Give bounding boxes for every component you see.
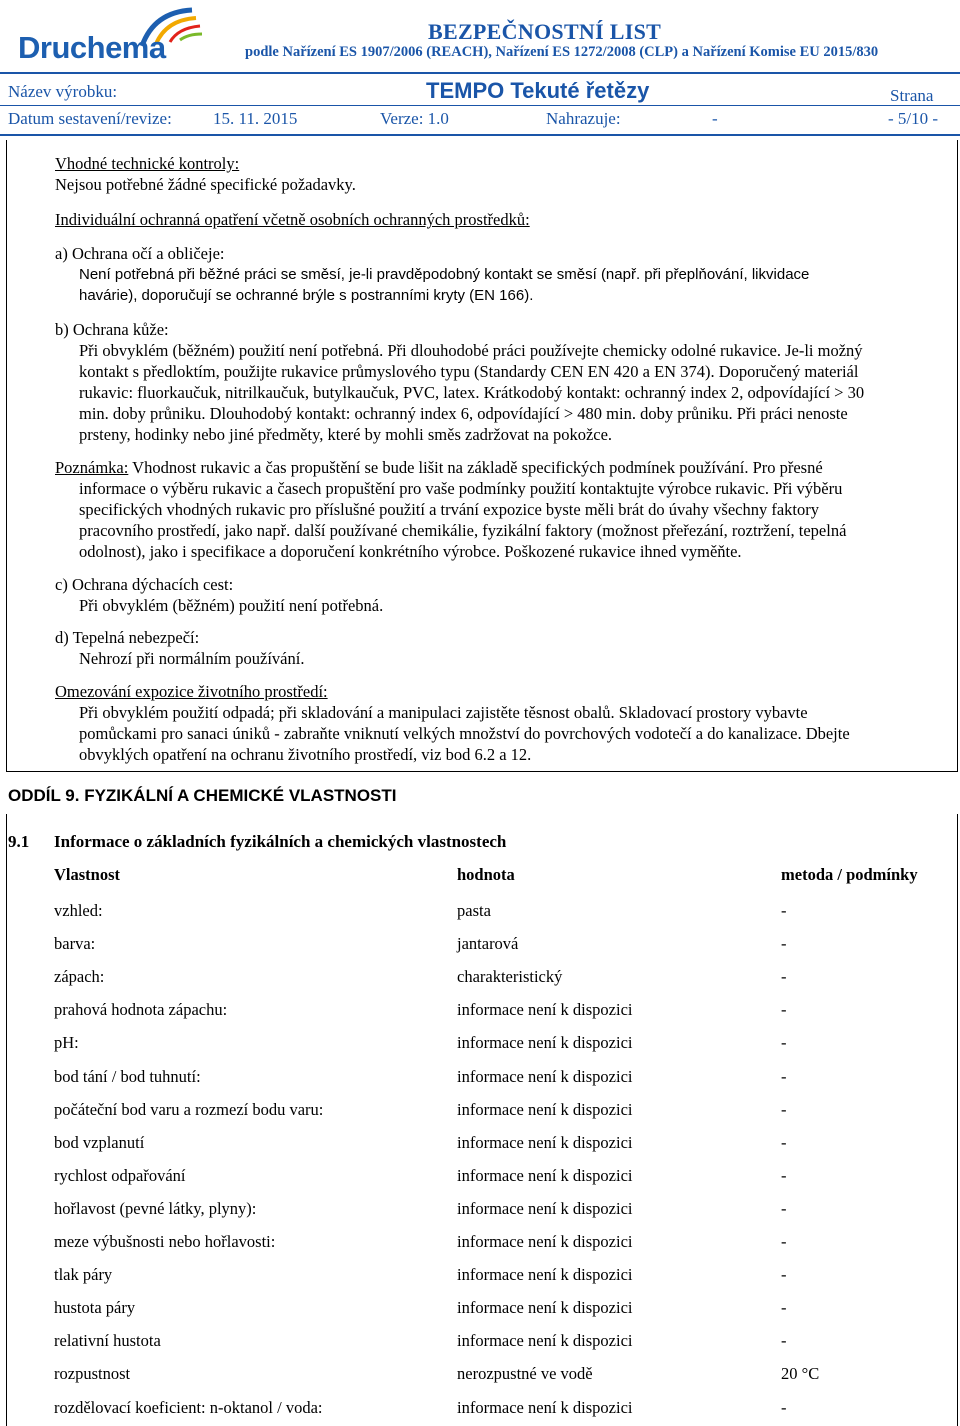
environment-text: obvyklých opatření na ochranu životního prostředí, viz bod 6.2 a 12. <box>79 745 532 764</box>
property-value: informace není k dispozici <box>457 1232 633 1252</box>
table-row <box>54 1392 944 1425</box>
property-method: - <box>781 1232 787 1252</box>
table-row <box>54 1160 944 1193</box>
thermal-heading: d) Tepelná nebezpečí: <box>55 628 200 647</box>
table-row <box>54 1325 944 1358</box>
property-value: informace není k dispozici <box>457 1397 633 1417</box>
table-row <box>54 1193 944 1226</box>
replaces-value: - <box>712 109 718 128</box>
property-method: - <box>781 1331 787 1351</box>
property-value: informace není k dispozici <box>457 1066 633 1086</box>
table-row <box>54 1226 944 1259</box>
eyes-heading: a) Ochrana očí a obličeje: <box>55 244 225 263</box>
table-row <box>54 1259 944 1292</box>
table-row <box>54 961 944 994</box>
note-text: Vhodnost rukavic a čas propuštění se bude lišit na základě specifických podmínek používání. Pro přesné <box>128 458 823 477</box>
property-name: barva: <box>54 934 96 954</box>
skin-text: min. doby průniku. Dlouhodobý kontakt: ochranný index 6, odpovídající > 480 min. doby průniku. Při práci nenoste <box>79 404 848 423</box>
property-method: - <box>781 1198 787 1218</box>
property-method: - <box>781 1066 787 1086</box>
property-value: nerozpustné ve vodě <box>457 1364 593 1384</box>
page-label: Strana <box>890 86 934 105</box>
property-value: informace není k dispozici <box>457 1099 633 1119</box>
document-title: BEZPEČNOSTNÍ LIST <box>428 19 662 44</box>
skin-text: rukavic: fluorkaučuk, nitrilkaučuk, butylkaučuk, PVC, latex. Krátkodobý kontakt: ochranný index 2, odpovídající > 30 <box>79 383 865 402</box>
page-number: - 5/10 - <box>888 109 939 128</box>
property-value: jantarová <box>457 934 519 954</box>
property-name: zápach: <box>54 967 105 987</box>
skin-heading: b) Ochrana kůže: <box>55 320 169 339</box>
druchema-logo <box>16 6 226 68</box>
property-method: 20 °C <box>781 1364 820 1384</box>
section-9-left-border <box>6 814 7 1426</box>
property-value: informace není k dispozici <box>457 1165 633 1185</box>
section-9-right-border <box>957 814 958 1426</box>
table-row <box>54 1027 944 1060</box>
table-header-row <box>54 862 944 895</box>
environment-heading: Omezování expozice životního prostředí: <box>55 682 328 701</box>
property-name: tlak páry <box>54 1265 113 1285</box>
property-name: bod tání / bod tuhnutí: <box>54 1066 201 1086</box>
table-row <box>54 1292 944 1325</box>
property-method: - <box>781 934 787 954</box>
respiratory-text: Při obvyklém (běžném) použití není potřebná. <box>79 596 384 615</box>
document-header <box>0 0 960 138</box>
column-header: Vlastnost <box>54 865 121 884</box>
ppe-heading: Individuální ochranná opatření včetně osobních ochranných prostředků: <box>55 210 530 229</box>
header-divider <box>0 72 960 74</box>
section-8-frame <box>6 140 958 772</box>
property-name: prahová hodnota zápachu: <box>54 1000 228 1020</box>
property-value: informace není k dispozici <box>457 1132 633 1152</box>
column-header: hodnota <box>457 865 515 884</box>
property-name: relativní hustota <box>54 1331 161 1351</box>
property-name: rozpustnost <box>54 1364 131 1384</box>
replaces-label: Nahrazuje: <box>546 109 621 128</box>
property-name: hustota páry <box>54 1298 136 1318</box>
product-label: Název výrobku: <box>8 82 118 101</box>
property-value: informace není k dispozici <box>457 1033 633 1053</box>
table-row <box>54 928 944 961</box>
property-method: - <box>781 1099 787 1119</box>
table-row <box>54 1127 944 1160</box>
environment-text: pomůckami pro sanaci úniků - zabraňte vniknutí velkých množství do povrchových vodotečí a do kanalizace. Dbejte <box>79 724 850 743</box>
skin-text: prsteny, hodinky nebo jiné předměty, které by mohli směs zadržovat na pokožce. <box>79 425 613 444</box>
property-value: pasta <box>457 901 491 921</box>
property-value: informace není k dispozici <box>457 1000 633 1020</box>
column-header: metoda / podmínky <box>781 865 918 884</box>
date-label: Datum sestavení/revize: <box>8 109 172 128</box>
section-9-title: ODDÍL 9. FYZIKÁLNÍ A CHEMICKÉ VLASTNOSTI <box>8 786 397 805</box>
note-text: informace o výběru rukavic a časech propuštění pro vaše podmínky použití kontaktujte výrobce rukavic. Při výběru <box>79 479 843 498</box>
property-value: charakteristický <box>457 967 563 987</box>
table-row <box>54 1061 944 1094</box>
note-first-line <box>55 457 823 478</box>
logo-text: Druchema <box>18 30 166 65</box>
header-divider <box>0 105 960 106</box>
property-value: informace není k dispozici <box>457 1331 633 1351</box>
properties-table <box>54 862 944 1425</box>
table-row <box>54 895 944 928</box>
note-text: pracovního prostředí, jako např. další používané chemikálie, fyzikální faktory (možnost přeřezání, roztržení, tepelná <box>79 521 847 540</box>
property-method: - <box>781 1265 787 1285</box>
property-name: hořlavost (pevné látky, plyny): <box>54 1198 257 1218</box>
property-method: - <box>781 901 787 921</box>
skin-text: kontakt s předloktím, použijte rukavice průmyslového typu (Standardy CEN EN 420 a EN 374). Doporučený materiál <box>79 362 859 381</box>
table-row <box>54 1094 944 1127</box>
property-name: rozdělovací koeficient: n-oktanol / voda: <box>54 1397 323 1417</box>
eyes-text: Není potřebná při běžné práci se směsí, je-li pravděpodobný kontakt se směsí (např. při přeplňování, likvidace <box>79 266 810 283</box>
property-method: - <box>781 1000 787 1020</box>
skin-text: Při obvyklém (běžném) použití není potřebná. Při dlouhodobé práci používejte chemicky odolné rukavice. Je-li možný <box>79 341 863 360</box>
note-text: specifických vhodných rukavic pro příslušné použití a trvání expozice byste měli brát do úvahy všechny faktory <box>79 500 819 519</box>
thermal-text: Nehrozí při normálním používání. <box>79 649 305 668</box>
property-value: informace není k dispozici <box>457 1298 633 1318</box>
property-name: bod vzplanutí <box>54 1132 145 1152</box>
property-name: vzhled: <box>54 901 103 921</box>
property-name: počáteční bod varu a rozmezí bodu varu: <box>54 1099 324 1119</box>
subsection-title: Informace o základních fyzikálních a chemických vlastnostech <box>54 832 507 851</box>
property-value: informace není k dispozici <box>457 1265 633 1285</box>
eyes-text: havárie), doporučují se ochranné brýle s postranními kryty (EN 166). <box>79 287 534 304</box>
property-method: - <box>781 1298 787 1318</box>
property-method: - <box>781 967 787 987</box>
date-value: 15. 11. 2015 <box>213 109 298 128</box>
product-name: TEMPO Tekuté řetězy <box>426 78 650 103</box>
property-method: - <box>781 1132 787 1152</box>
property-name: pH: <box>54 1033 79 1053</box>
property-name: meze výbušnosti nebo hořlavosti: <box>54 1232 276 1252</box>
respiratory-heading: c) Ochrana dýchacích cest: <box>55 575 234 594</box>
subsection-number: 9.1 <box>8 832 30 851</box>
version-label: Verze: 1.0 <box>380 109 449 128</box>
property-name: rychlost odpařování <box>54 1165 186 1185</box>
property-method: - <box>781 1165 787 1185</box>
tech-controls-heading: Vhodné technické kontroly: <box>55 154 240 173</box>
header-divider <box>0 134 960 136</box>
table-row <box>54 1358 944 1391</box>
property-method: - <box>781 1033 787 1053</box>
note-text: odolnost), jako i specifikace a doporučení konkrétního výrobce. Poškozené rukavice ihned vyměňte. <box>79 542 742 561</box>
property-value: informace není k dispozici <box>457 1198 633 1218</box>
property-method: - <box>781 1397 787 1417</box>
note-label: Poznámka: <box>55 458 129 477</box>
document-subtitle: podle Nařízení ES 1907/2006 (REACH), Nařízení ES 1272/2008 (CLP) a Nařízení Komise EU 2015/830 <box>245 44 879 60</box>
table-row <box>54 994 944 1027</box>
environment-text: Při obvyklém použití odpadá; při skladování a manipulaci zajistěte těsnost obalů. Skladovací prostory vybavte <box>79 703 808 722</box>
tech-controls-text: Nejsou potřebné žádné specifické požadavky. <box>55 175 356 194</box>
